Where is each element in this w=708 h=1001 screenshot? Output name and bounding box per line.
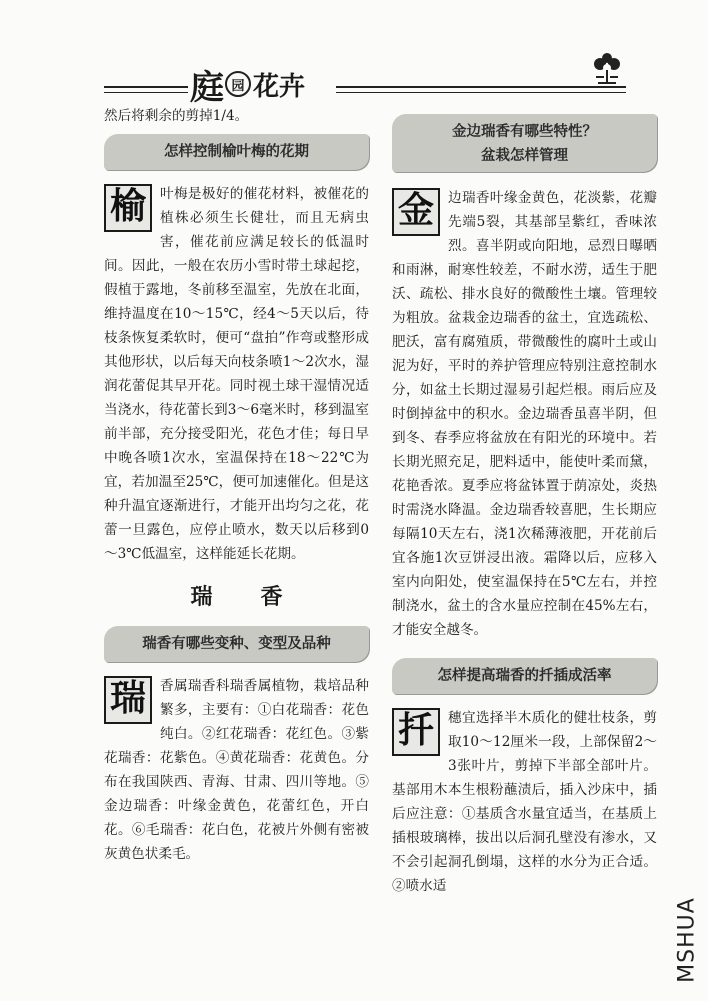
banner-yuyemei: 怎样控制榆叶梅的花期 [104, 134, 369, 170]
article-varieties-text: 香属瑞香科瑞香属植物，栽培品种繁多，主要有：①白花瑞香：花色纯白。②红花瑞香：花红色。③紫花瑞香：花紫色。④黄花瑞香：花黄色。分布在我国陕西、青海、甘肃、四川等地。⑤金边瑞香：叶缘金黄色，花蕾红色，开白花。⑥毛瑞香：花白色，花被片外侧有密被灰黄色状柔毛。 [104, 678, 369, 862]
header-rule-left [104, 86, 188, 88]
flower-ornament-icon [590, 52, 624, 88]
article-cutting-text: 穗宜选择半木质化的健壮枝条，剪取10～12厘米一段，上部保留2～3张叶片，剪掉下半部全部叶片。基部用木本生根粉蘸渍后，插入沙床中，插后应注意：①基质含水量宜适当，在基质上插根玻璃棒，拔出以后洞孔壁没有渗水，又不会引起洞孔倒塌，这样的水分为正合适。②喷水适 [392, 710, 657, 894]
intro-line: 然后将剩余的剪掉1/4。 [104, 108, 249, 124]
brand-char-yuan: 园 [225, 71, 251, 97]
article-yuyemei-text: 叶梅是极好的催花材料，被催花的植株必须生长健壮，而且无病虫害，催花前应满足较长的低温时间。因此，一般在农历小雪时带土球起挖，假植于露地，冬前移至温室，先放在北面，维持温度在10～15℃，经4～5天以后，待枝条恢复柔软时，便可“盘拍”作弯或整形成其他形状，以后每天向枝条喷1～2次水，湿润花蕾促其早开花。同时视土球干湿情况适当浇水，待花蕾长到3～6毫米时，移到温室前半部，充分接受阳光，花色才佳；每日早中晚各喷1次水，室温保持在18～22℃为宜，若加温至25℃，便可加速催化。但是这种升温宜逐渐进行，才能开出均匀之花，花蕾一旦露色，应停止喷水，数天以后移到0～3℃低温室，这样能延长花期。 [104, 186, 369, 562]
brand-char-huahui: 花卉 [253, 71, 306, 102]
dropcap-yu: 榆 [104, 184, 152, 232]
dropcap-rui: 瑞 [104, 676, 152, 724]
banner-jinbian [392, 114, 657, 172]
header-rule-right [336, 86, 626, 88]
article-jinbian [392, 186, 657, 642]
left-column [104, 104, 369, 866]
watermark-text: MSHUA [674, 897, 700, 983]
banner-varieties: 瑞香有哪些变种、变型及品种 [104, 626, 369, 662]
watermark [672, 885, 702, 995]
article-cutting [392, 706, 657, 898]
section-brand [190, 64, 306, 108]
header-rule-left-thin [104, 92, 188, 93]
brand-char-ting: 庭 [190, 67, 223, 108]
article-varieties [104, 674, 369, 866]
dropcap-jin: 金 [392, 188, 440, 236]
header-rule-right-thin [336, 92, 626, 93]
article-yuyemei [104, 182, 369, 566]
banner-cutting: 怎样提高瑞香的扦插成活率 [392, 658, 657, 694]
page-header [104, 62, 624, 106]
article-jinbian-text: 边瑞香叶缘金黄色，花淡紫，花瓣先端5裂，其基部呈紫红，香味浓烈。喜半阴或向阳地，忌烈日曝晒和雨淋，耐寒性较差，不耐水涝，适生于肥沃、疏松、排水良好的微酸性土壤。管理较为粗放。盆栽金边瑞香的盆土，宜选疏松、肥沃，富有腐殖质，带微酸性的腐叶土或山泥为好，平时的养护管理应特别注意控制水分，如盆土长期过湿易引起烂根。雨后应及时倒掉盆中的积水。金边瑞香虽喜半阴，但到冬、春季应将盆放在有阳光的环境中。若长期光照充足，肥料适中，能使叶柔而黛，花艳香浓。夏季应将盆钵置于荫凉处，炎热时需浇水降温。金边瑞香较喜肥，生长期应每隔10天左右，浇1次稀薄液肥，开花前后宜各施1次豆饼浸出液。霜降以后，应移入室内向阳处，使室温保持在5℃左右，并控制浇水，盆土的含水量应控制在45%左右，才能安全越冬。 [392, 190, 657, 638]
dropcap-qian: 扦 [392, 708, 440, 756]
banner-jinbian-line2: 盆栽怎样管理 [481, 148, 568, 164]
right-column [392, 104, 657, 898]
banner-jinbian-line1: 金边瑞香有哪些特性？ [452, 124, 597, 140]
section-title-ruixiang: 瑞香 [190, 585, 331, 610]
